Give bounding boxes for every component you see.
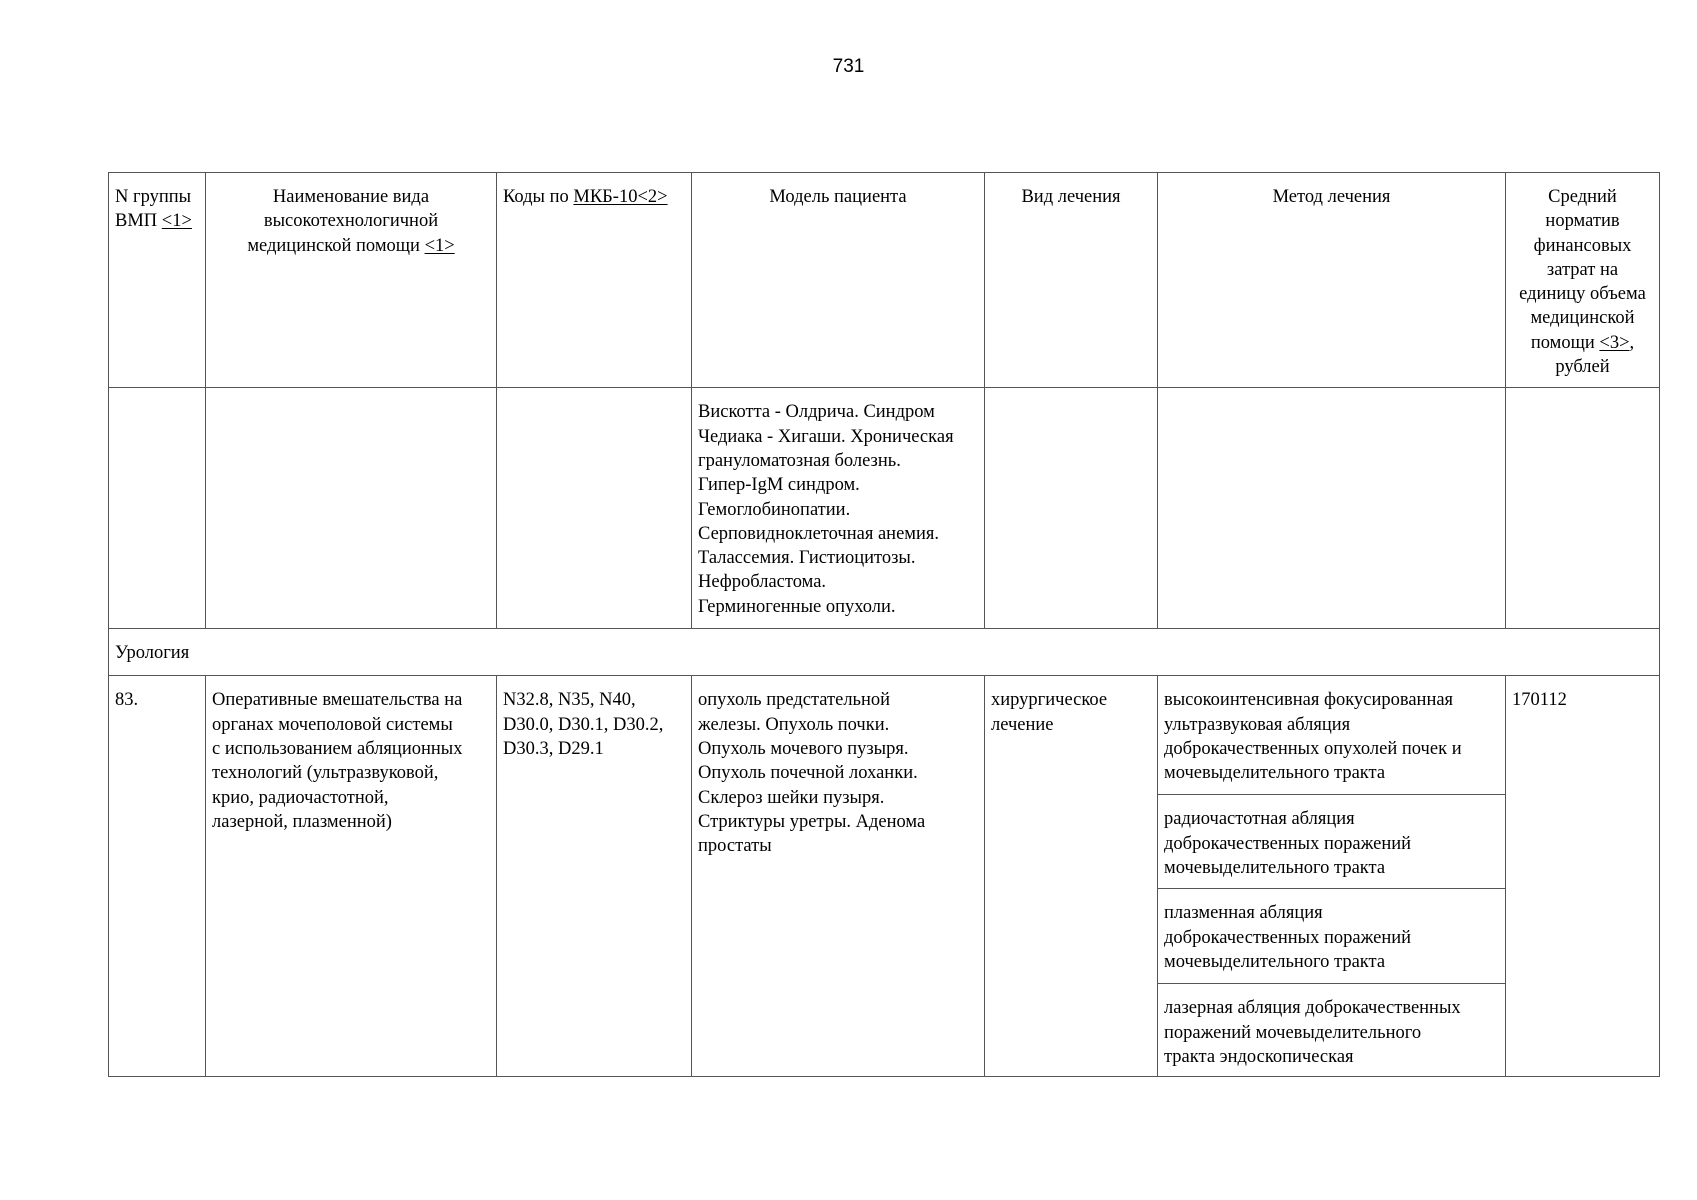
- cell-empty: [206, 388, 497, 629]
- table-row: [109, 388, 1660, 629]
- header-average-cost: Средний норматив финансовых затрат на единицу объема медицинской помощи <3>, рублей: [1506, 173, 1660, 388]
- header-care-type-name: Наименование вида высокотехнологичной медицинской помощи <1>: [206, 173, 497, 388]
- header-treatment-type: Вид лечения: [985, 173, 1158, 388]
- cell-empty: [1158, 388, 1506, 629]
- cell-treatment-type: хирургическое лечение: [985, 676, 1158, 1077]
- cell-average-cost: 170112: [1506, 676, 1660, 1077]
- header-patient-model: Модель пациента: [692, 173, 985, 388]
- method-item: лазерная абляция доброкачественных поражений мочевыделительного тракта эндоскопическая: [1164, 998, 1461, 1067]
- section-title-urology: Урология: [109, 629, 1660, 676]
- cell-patient-model: Вискотта - Олдрича. Синдром Чедиака - Хигаши. Хроническая грануломатозная болезнь. Гипер-IgM синдром. Гемоглобинопатии. Серповидноклеточная анемия. Талассемия. Гистиоцитозы. Нефробластома. Герминогенные опухоли.: [692, 388, 985, 629]
- header-group-number: N группы ВМП <1>: [109, 173, 206, 388]
- cell-empty: [109, 388, 206, 629]
- table-row: [109, 676, 1660, 1077]
- cell-icd-codes: N32.8, N35, N40, D30.0, D30.1, D30.2, D30.3, D29.1: [497, 676, 692, 1077]
- cell-empty: [985, 388, 1158, 629]
- header-treatment-method: Метод лечения: [1158, 173, 1506, 388]
- cell-patient-model: опухоль предстательной железы. Опухоль почки. Опухоль мочевого пузыря. Опухоль почечной лоханки. Склероз шейки пузыря. Стриктуры уретры. Аденома простаты: [692, 676, 985, 1077]
- cell-treatment-methods: [1158, 676, 1506, 1077]
- vmp-table: [108, 172, 1660, 1077]
- cell-empty: [497, 388, 692, 629]
- page-number: 731: [832, 56, 865, 77]
- cell-care-type-name: Оперативные вмешательства на органах мочеполовой системы с использованием абляционных технологий (ультразвуковой, крио, радиочастотной, лазерной, плазменной): [206, 676, 497, 1077]
- footnote-link-1b[interactable]: <1>: [424, 235, 455, 256]
- method-item: плазменная абляция доброкачественных поражений мочевыделительного тракта: [1158, 889, 1505, 984]
- footnote-link-1[interactable]: <1>: [161, 211, 192, 232]
- footnote-link-3[interactable]: <3>: [1599, 332, 1630, 353]
- cell-group-number: 83.: [109, 676, 206, 1077]
- section-row: [109, 629, 1660, 676]
- icd10-link[interactable]: МКБ-10<2>: [573, 187, 668, 207]
- header-icd-codes: Коды по МКБ-10<2>: [497, 173, 692, 388]
- method-item: радиочастотная абляция доброкачественных поражений мочевыделительного тракта: [1158, 795, 1505, 889]
- method-item: высокоинтенсивная фокусированная ультразвуковая абляция доброкачественных опухолей почек и мочевыделительного тракта: [1158, 676, 1505, 795]
- cell-empty: [1506, 388, 1660, 629]
- table-header-row: [109, 173, 1660, 388]
